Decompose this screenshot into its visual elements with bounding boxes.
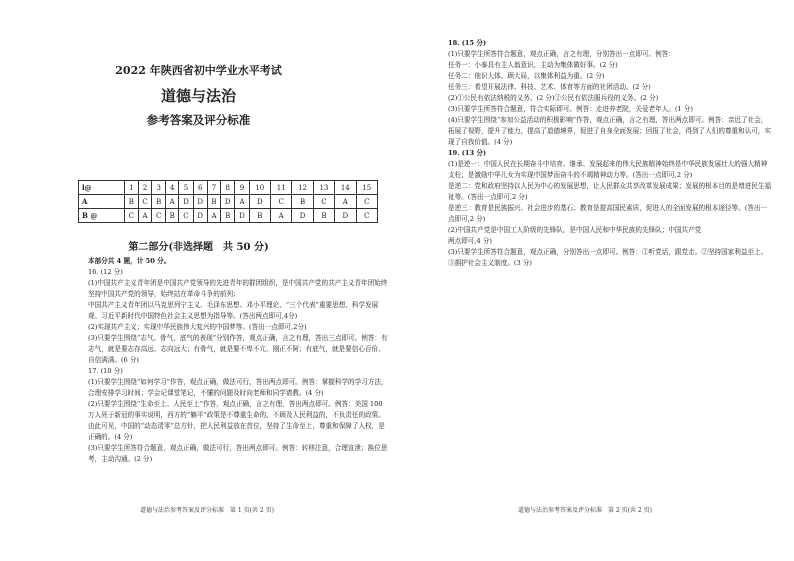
table-cell: D <box>249 195 270 209</box>
table-cell: A <box>79 195 125 209</box>
table-cell: A <box>138 209 152 223</box>
table-cell: B <box>125 195 139 209</box>
table-cell: A <box>335 195 356 209</box>
table-cell: 13 <box>313 181 334 195</box>
table-cell: C <box>179 209 193 223</box>
answer-paragraph: 是逆二：党和政府坚持以人民为中心的发展思想，让人民群众共享改革发展成果；发展的根本目的是增进民生福祉等。(答出一点即可,2 分) <box>448 182 772 201</box>
part2-intro: 本部分共 4 题，计 50 分。 <box>88 257 171 265</box>
answer-paragraph: (2)实现共产主义；实现中华民族伟大复兴的中国梦等。(答出一点即可,2分) <box>88 323 307 331</box>
table-cell: 12 <box>292 181 313 195</box>
answer-paragraph: 17. (10 分) <box>88 367 123 375</box>
answer-paragraph: (2)只要学生围绕“生命至上、人民至上”作答，观点正确，言之有理，答出两点即可。例答：美国 100 万人死于新冠的事实说明，西方的“躺平”政策是不尊重生命的，不顾及人民利益的，不负责任的政策。由此可见，中国的“动态清零”总方针，把人民利益放在首位，坚持了生命至上，尊重和保障了人权，是正确的。(4 分) <box>88 400 385 441</box>
table-cell: 3 <box>152 181 166 195</box>
table-cell: B <box>221 209 235 223</box>
answer-paragraph: 任务一：小泰具有主人翁意识，主动为集体做好事。(2 分) <box>448 61 618 69</box>
answer-paragraph: (1)中国共产主义青年团是中国共产党领导的先进青年的群团组织，是中国共产党的共产主义青年团始终坚持中国共产党的领导，始终站在革命斗争的前列； <box>88 279 388 298</box>
page-footer: 道德与法治参考答案及评分标准 第 2 页(共 2 页) <box>518 507 652 514</box>
answer-paragraph: (1)是逆一：中国人民在长期奋斗中培育、继承、发展起来的伟大民族精神始终是中华民族发展壮大的强大精神支柱；是激励中华儿女为实现中国梦而奋斗的不竭精神动力等。(答出一点即可,2 分) <box>448 160 768 179</box>
left-answer-block <box>88 256 388 465</box>
table-cell: 8 <box>221 181 235 195</box>
answer-table-header <box>79 181 378 195</box>
table-cell: D <box>179 195 193 209</box>
answer-paragraph: (1)只要学生围绕“如何学习”作答，观点正确，做法可行，答出两点即可。例答：掌握科学的学习方法，合理安排学习时间；学会记课堂笔记，不懂的问题及时向老师和同学请教。(4 分) <box>88 378 388 397</box>
answer-paragraph: 是逆三：教育是民族振兴、社会进步的基石；教育是提高国民素质，促进人的全面发展的根本途径等。(答出一点即可,2 分) <box>448 204 768 223</box>
answer-title: 参考答案及评分标准 <box>146 113 251 127</box>
answer-paragraph: 16. (12 分) <box>88 268 123 276</box>
table-cell: 5 <box>179 181 193 195</box>
table-cell: B <box>292 195 313 209</box>
table-cell: A <box>166 195 179 209</box>
table-cell: D <box>235 209 249 223</box>
table-cell: B <box>166 209 179 223</box>
table-cell: 1 <box>125 181 139 195</box>
table-cell: C <box>271 195 292 209</box>
table-cell: 6 <box>193 181 207 195</box>
table-cell: B <box>313 209 334 223</box>
table-cell: A <box>207 209 220 223</box>
right-answer-block <box>448 38 772 269</box>
answer-paragraph: 18. (15 分) <box>448 39 487 47</box>
answer-paragraph: (3)只要学生围绕“志气、骨气、底气的表现”分别作答，观点正确，言之有理，答出三点即可。例答：有志气，就是要志存高远、志向远大；有骨气，就是要不卑不亢、刚正不阿；有底气，就是要信心百倍、自信满满。(6 分) <box>88 334 388 364</box>
part2-title: 第二部分(非选择题 共 50 分) <box>128 242 269 253</box>
table-cell: D <box>335 209 356 223</box>
table-cell: B <box>152 195 166 209</box>
table-cell: D <box>193 209 207 223</box>
table-cell: C <box>356 195 378 209</box>
table-cell: C <box>356 209 378 223</box>
table-cell: 2 <box>138 181 152 195</box>
table-cell: D <box>193 195 207 209</box>
table-cell: 11 <box>271 181 292 195</box>
table-cell: A <box>235 195 249 209</box>
table-cell: C <box>138 195 152 209</box>
table-cell: B <box>249 209 270 223</box>
table-cell: 4 <box>166 181 179 195</box>
exam-title: 2022 年陕西省初中学业水平考试 <box>115 64 282 77</box>
answer-paragraph: 两点即可,4 分) <box>448 237 492 245</box>
answer-paragraph: (2)①公民有依法纳税的义务。(2 分)②公民有依法服兵役的义务。(2 分) <box>448 94 659 102</box>
table-cell: 15 <box>356 181 378 195</box>
answer-paragraph: 任务三：希望开展法律、科技、艺术、体育等方面的社团活动。(2 分) <box>448 83 651 91</box>
table-cell: 14 <box>335 181 356 195</box>
table-cell: D <box>221 195 235 209</box>
table-cell: C <box>313 195 334 209</box>
table-cell: A <box>271 209 292 223</box>
table-cell: D <box>292 209 313 223</box>
answer-paragraph: (3)只要学生所答符合题意，符合实际即可。例答：走进养老院，关爱老年人。(1 分) <box>448 105 693 113</box>
answer-paragraph: (2)中国共产党是中国工人阶级的先锋队，是中国人民和中华民族的先锋队；中国共产党 <box>448 226 702 234</box>
table-cell: B <box>207 195 220 209</box>
answer-paragraph: 任务二：他识大体、顾大局，以集体利益为重。(2 分) <box>448 72 605 80</box>
table-cell: C <box>125 209 139 223</box>
answer-paragraph: 中国共产主义青年团以马克思列宁主义、毛泽东思想、邓小平理论、“三个代表”重要思想、科学发展观、习近平新时代中国特色社会主义思想为指导等。(答出两点即可,4分) <box>88 301 379 320</box>
table-cell: 9 <box>235 181 249 195</box>
table-cell: 7 <box>207 181 220 195</box>
answer-table <box>78 180 378 223</box>
answer-paragraph: 19. (13 分) <box>448 149 487 157</box>
answer-paragraph: (3)只要学生所答符合题意，观点正确，分别答出一点即可。例答：①听党话，跟党走。②坚持国家利益至上。③拥护社会主义制度。(3 分) <box>448 248 768 267</box>
table-cell: l@ <box>79 181 125 195</box>
table-cell: 10 <box>249 181 270 195</box>
answer-paragraph: (3)只要学生所答符合题意，观点正确，做法可行，答出两点即可。例答：转移注意，合理宣泄；换位思考，主动沟通。(2 分) <box>88 444 388 463</box>
subject-title: 道德与法治 <box>160 87 236 105</box>
table-cell: C <box>152 209 166 223</box>
table-cell: B @ <box>79 209 125 223</box>
answer-table-row-a <box>79 195 378 209</box>
answer-paragraph: (4)只要学生围绕“参加公益活动的积极影响”作答，观点正确，言之有理，答出两点即可。例答：亲近了社会，拓展了视野，提升了能力，提高了道德境界，促进了自身全面发展；回报了社会，得到了人们的尊重和认可，实现了自我价值。(4 分) <box>448 116 772 146</box>
answer-paragraph: (1)只要学生所答符合题意，观点正确，言之有理，分别答出一点即可。例答： <box>448 50 675 58</box>
page-footer: 道德与法治参考答案及评分标准 第 1 页(共 2 页) <box>140 507 274 514</box>
answer-table-row-b <box>79 209 378 223</box>
